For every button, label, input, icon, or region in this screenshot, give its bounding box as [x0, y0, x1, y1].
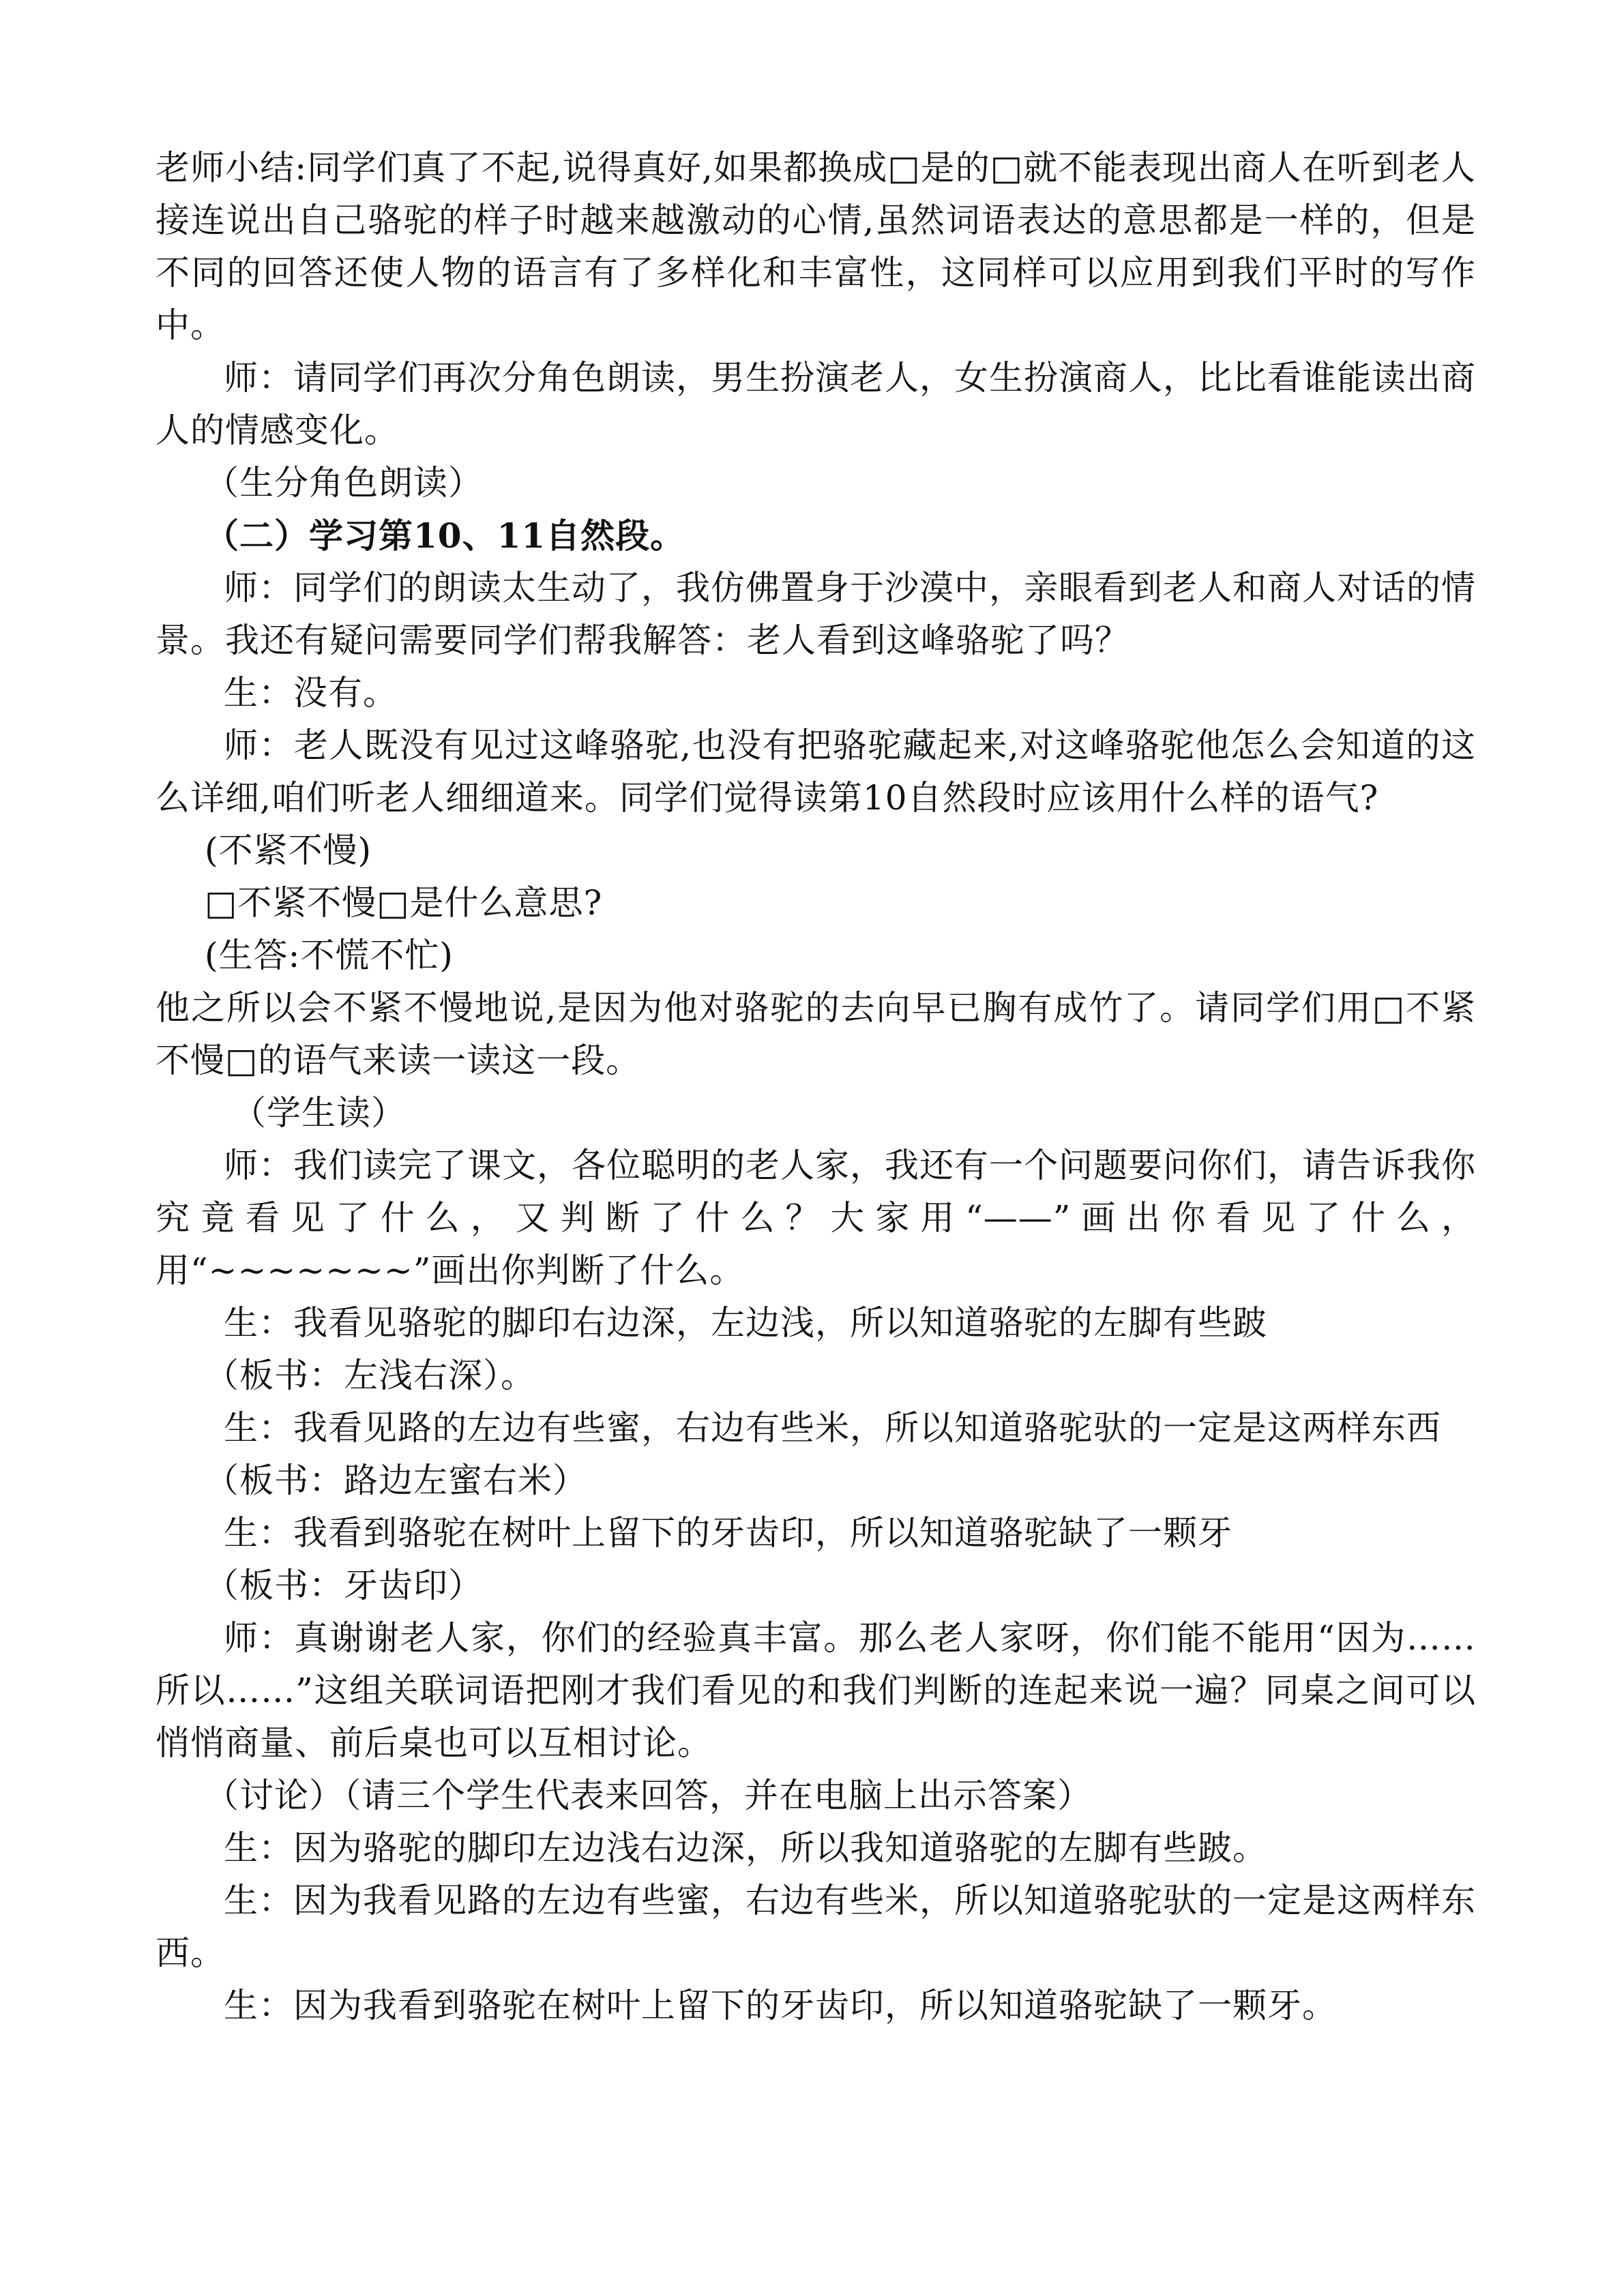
paragraph-reason: 他之所以会不紧不慢地说,是因为他对骆驼的去向早已胸有成竹了。请同学们用□不紧不慢□的语气来读一读这一段。	[156, 988, 1476, 1080]
paragraph-student-role-reading: （生分角色朗读）	[205, 463, 483, 503]
paragraph-teacher-question: 师：同学们的朗读太生动了，我仿佛置身于沙漠中，亲眼看到老人和商人对话的情景。我还有疑问需要同学们帮我解答：老人看到这峰骆驼了吗？	[156, 568, 1476, 660]
paragraph-meaning-question: □不紧不慢□是什么意思?	[205, 883, 603, 923]
paragraph-teacher-summary: 老师小结:同学们真了不起,说得真好,如果都换成□是的□就不能表现出商人在听到老人接连说出自己骆驼的样子时越来越激动的心情,虽然词语表达的意思都是一样的，但是不同的回答还使人物的语言有了多样化和丰富性，这同样可以应用到我们平时的写作中。	[156, 148, 1476, 345]
document-body	[156, 142, 1476, 2032]
paragraph-board-footprint: （板书：左浅右深）。	[205, 1356, 535, 1395]
paragraph-student-honey-rice: 生：我看见路的左边有些蜜，右边有些米，所以知道骆驼驮的一定是这两样东西	[224, 1408, 1441, 1448]
paragraph-student-teeth: 生：我看到骆驼在树叶上留下的牙齿印，所以知道骆驼缺了一颗牙	[224, 1513, 1232, 1553]
paragraph-student-reply: (生答:不慌不忙)	[205, 936, 454, 975]
paragraph-discussion: （讨论）（请三个学生代表来回答，并在电脑上出示答案）	[205, 1776, 1092, 1815]
paragraph-teacher-explanation: 师：老人既没有见过这峰骆驼,也没有把骆驼藏起来,对这峰骆驼他怎么会知道的这么详细,咱们听老人细细道来。同学们觉得读第10自然段时应该用什么样的语气?	[156, 726, 1476, 818]
paragraph-student-answer: 生：没有。	[224, 673, 398, 713]
paragraph-teacher-task: 师：我们读完了课文，各位聪明的老人家，我还有一个问题要问你们，请告诉我你究竟看见了什么，又判断了什么？大家用“——”画出你看见了什么，用“~~~~~~~”画出你判断了什么。	[156, 1146, 1476, 1290]
paragraph-student-answer-3: 生：因为我看到骆驼在树叶上留下的牙齿印，所以知道骆驼缺了一颗牙。	[224, 1986, 1337, 2025]
paragraph-board-honey-rice: （板书：路边左蜜右米）	[205, 1461, 587, 1500]
paragraph-student-answer-2: 生：因为我看见路的左边有些蜜，右边有些米，所以知道骆驼驮的一定是这两样东西。	[156, 1881, 1476, 1973]
paragraph-note-manner: (不紧不慢)	[205, 831, 372, 870]
paragraph-student-answer-1: 生：因为骆驼的脚印左边浅右边深，所以我知道骆驼的左脚有些跛。	[224, 1828, 1267, 1868]
section-heading: （二）学习第10、11自然段。	[205, 516, 685, 556]
paragraph-board-teeth: （板书：牙齿印）	[205, 1566, 483, 1605]
paragraph-teacher-role-reading: 师：请同学们再次分角色朗读，男生扮演老人，女生扮演商人，比比看谁能读出商人的情感变化。	[156, 358, 1476, 450]
paragraph-teacher-connectives: 师：真谢谢老人家，你们的经验真丰富。那么老人家呀，你们能不能用“因为……所以……”这组关联词语把刚才我们看见的和我们判断的连起来说一遍？同桌之间可以悄悄商量、前后桌也可以互相讨论。	[156, 1618, 1476, 1763]
paragraph-students-read: （学生读）	[232, 1093, 406, 1133]
paragraph-student-footprint: 生：我看见骆驼的脚印右边深，左边浅，所以知道骆驼的左脚有些跛	[224, 1303, 1267, 1343]
